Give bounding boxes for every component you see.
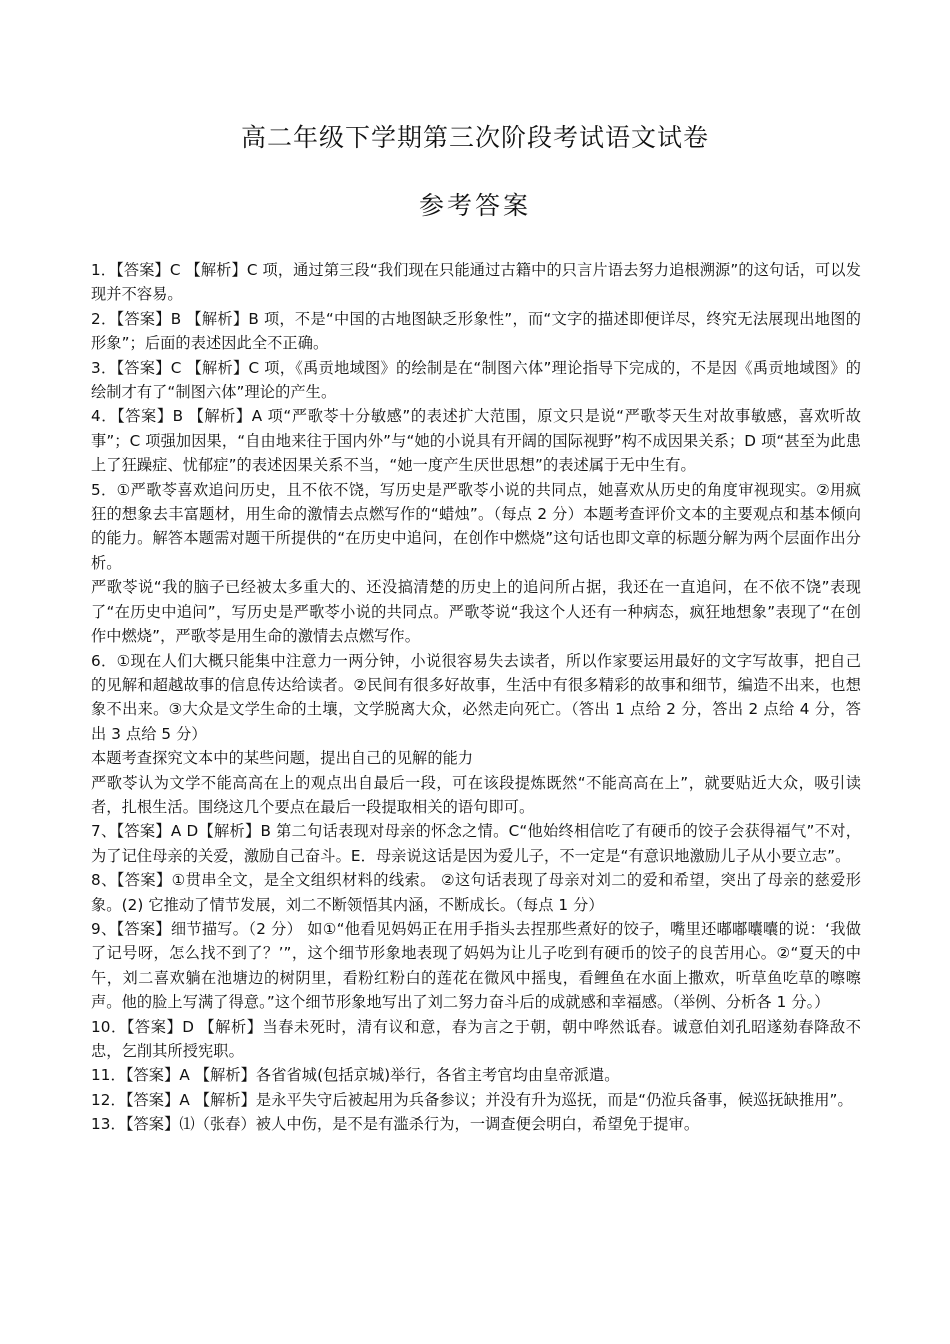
answer-item: 11．【答案】A 【解析】各省省城(包括京城)举行，各省主考官均由皇帝派遣。 xyxy=(91,1066,620,1085)
answer-item: 2．【答案】B 【解析】B 项，不是“中国的古地图缺乏形象性”，而“文字的描述即便详尽，终究无法展现出地图的形象”；后面的表述因此全不正确。 xyxy=(91,309,861,353)
document-subtitle: 参考答案 xyxy=(418,191,531,220)
answer-item: 6．①现在人们大概只能集中注意力一两分钟，小说很容易失去读者，所以作家要运用最好的文字写故事，把自己的见解和超越故事的信息传达给读者。②民间有很多好故事，生活中有很多精彩的故事和细节，编造不出来，也想象不出来。③大众是文学生命的土壤，文学脱离大众，必然走向死亡。（答出 1 点给 2 分，答出 2 点给 4 分，答出 3 点给 5 分） xyxy=(91,651,861,743)
answer-item: 严歌苓认为文学不能高高在上的观点出自最后一段，可在该段提炼既然“不能高高在上”，就要贴近大众，吸引读者，扎根生活。围绕这几个要点在最后一段提取相关的语句即可。 xyxy=(91,773,861,816)
answer-item: 3．【答案】C 【解析】C 项，《禹贡地域图》的绘制是在“制图六体”理论指导下完成的，不是因《禹贡地域图》的绘制才有了“制图六体”理论的产生。 xyxy=(91,358,861,402)
answer-item: 本题考查探究文本中的某些问题，提出自己的见解的能力 xyxy=(91,749,474,768)
answer-body xyxy=(91,258,861,1137)
answer-item: 7、【答案】A D【解析】B 第二句话表现对母亲的怀念之情。C“他始终相信吃了有硬币的饺子会获得福气”不对，为了记住母亲的关爱，激励自己奋斗。E．母亲说这话是因为爱儿子，不一定是“有意识地激励儿子从小要立志”。 xyxy=(91,822,861,865)
answer-item: 10．【答案】D 【解析】当春未死时，清有议和意，春为言之于朝，朝中哗然诋春。诚意伯刘孔昭遂劾春降敌不忠，乞削其所授宪职。 xyxy=(91,1017,861,1060)
answer-item: 5．①严歌苓喜欢追问历史，且不依不饶，写历史是严歌苓小说的共同点，她喜欢从历史的角度审视现实。②用疯狂的想象去丰富题材，用生命的激情去点燃写作的“蜡烛”。（每点 2 分）本题考查评价文本的主要观点和基本倾向的能力。解答本题需对题干所提供的“在历史中追问，在创作中燃烧”这句话也即文章的标题分解为两个层面作出分析。 xyxy=(91,480,861,572)
answer-item: 严歌苓说“我的脑子已经被太多重大的、还没搞清楚的历史上的追问所占据，我还在一直追问，在不依不饶”表现了“在历史中追问”，写历史是严歌苓小说的共同点。严歌苓说“我这个人还有一种病态，疯狂地想象”表现了“在创作中燃烧”，严歌苓是用生命的激情去点燃写作。 xyxy=(91,578,861,646)
answer-item: 4．【答案】B 【解析】A 项“严歌苓十分敏感”的表述扩大范围，原文只是说“严歌苓天生对故事敏感，喜欢听故事”；C 项强加因果，“自由地来往于国内外”与“她的小说具有开阔的国际视野”构不成因果关系；D 项“甚至为此患上了狂躁症、忧郁症”的表述因果关系不当，“她一度产生厌世思想”的表述属于无中生有。 xyxy=(91,407,861,475)
document-title: 高二年级下学期第三次阶段考试语文试卷 xyxy=(240,123,709,152)
answer-item: 9、【答案】细节描写。（2 分） 如①“他看见妈妈正在用手指头去捏那些煮好的饺子，嘴里还嘟嘟囔囔的说：‘我做了记号呀，怎么找不到了？’”，这个细节形象地表现了妈妈为让儿子吃到有硬币的饺子的良苦用心。②“夏天的中午，刘二喜欢躺在池塘边的树阴里，看粉红粉白的莲花在微风中摇曳，看鲤鱼在水面上撒欢，听草鱼吃草的嚓嚓声。他的脸上写满了得意。”这个细节形象地写出了刘二努力奋斗后的成就感和幸福感。（举例、分析各 1 分。） xyxy=(91,919,861,1012)
answer-item: 8、【答案】①贯串全文，是全文组织材料的线索。 ②这句话表现了母亲对刘二的爱和希望，突出了母亲的慈爱形象。(2) 它推动了情节发展，刘二不断领悟其内涵，不断成长。（每点 1 分） xyxy=(91,871,861,914)
answer-item: 12．【答案】A 【解析】是永平失守后被起用为兵备参议；并没有升为巡抚，而是“仍涖兵备事，候巡抚缺推用”。 xyxy=(91,1090,853,1109)
answer-item: 1．【答案】C 【解析】C 项，通过第三段“我们现在只能通过古籍中的只言片语去努力追根溯源”的这句话，可以发现并不容易。 xyxy=(91,261,861,304)
answer-item: 13．【答案】⑴（张春）被人中伤，是不是有滥杀行为，一调查便会明白，希望免于提审。 xyxy=(91,1115,700,1134)
